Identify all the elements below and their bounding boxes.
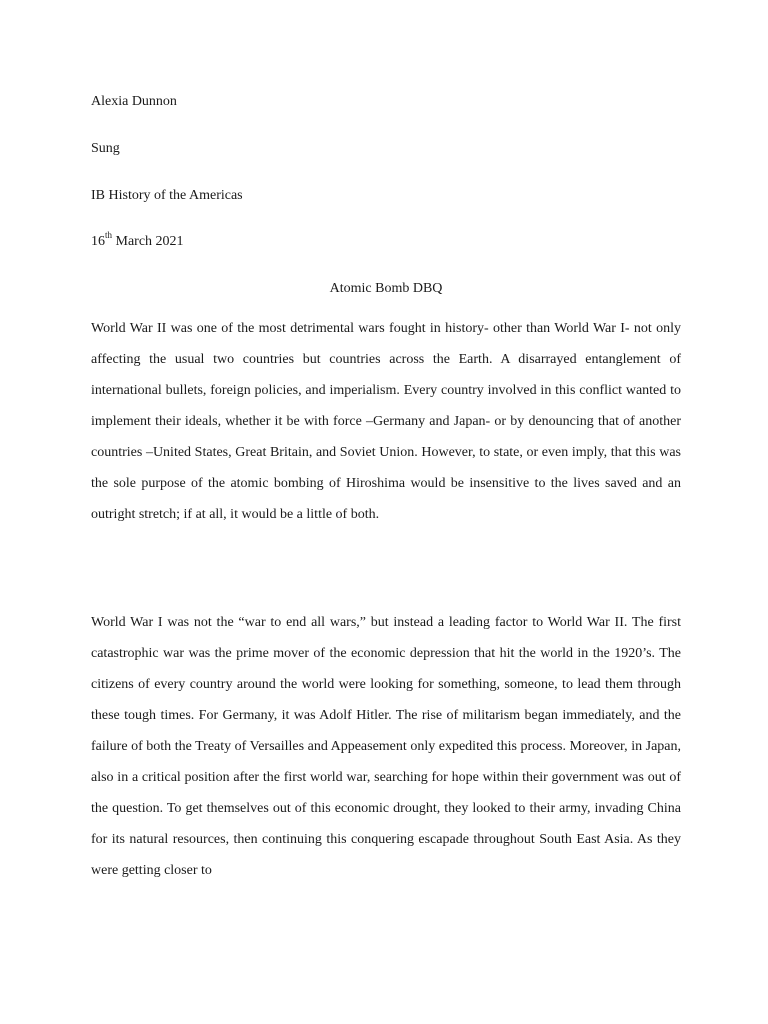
author-name: Alexia Dunnon <box>91 94 177 109</box>
date-line <box>91 230 184 251</box>
date-rest: March 2021 <box>112 234 184 249</box>
paragraph-2: World War I was not the “war to end all wars,” but instead a leading factor to World War II. The first catastrophic war was the prime mover of the economic depression that hit the world in the 1920’s. The citizens of every country around the world were looking for something, someone, to lead them through these tough times. For Germany, it was Adolf Hitler. The rise of militarism began immediately, and the failure of both the Treaty of Versailles and Appeasement only expedited this process. Moreover, in Japan, also in a critical position after the first world war, searching for hope within their government was out of the question. To get themselves out of this economic drought, they looked to their army, invading China for its natural resources, then continuing this conquering escapade throughout South East Asia. As they were getting closer to <box>91 615 681 878</box>
date-suffix: th <box>105 230 113 241</box>
paragraph-1: World War II was one of the most detrimental wars fought in history- other than World War I- not only affecting the usual two countries but countries across the Earth. A disarrayed entanglement of international bullets, foreign policies, and imperialism. Every country involved in this conflict wanted to implement their ideals, whether it be with force –Germany and Japan- or by denouncing that of another countries –United States, Great Britain, and Soviet Union. However, to state, or even imply, that this was the sole purpose of the atomic bombing of Hiroshima would be insensitive to the lives saved and an outright stretch; if at all, it would be a little of both. <box>91 321 681 522</box>
essay-title: Atomic Bomb DBQ <box>329 281 443 296</box>
date-day: 16 <box>91 234 105 249</box>
course-name: IB History of the Americas <box>91 188 243 203</box>
teacher-name: Sung <box>91 141 120 156</box>
